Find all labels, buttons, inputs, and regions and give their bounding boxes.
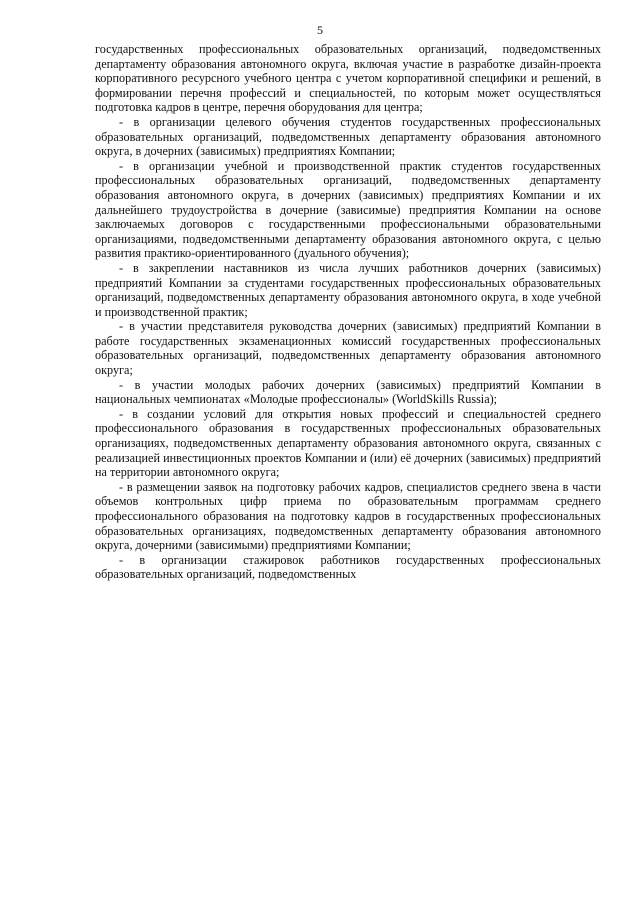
paragraph-internships: - в организации стажировок работников государственных профессиональных образовательных организаций, подведомственных xyxy=(95,552,601,582)
paragraph-mentors: - в закреплении наставников из числа лучших работников дочерних (зависимых) предприятий Компании за студентами государственных профессиональных образовательных организаций, подведомственных департаменту образования автономного округа, в ходе учебной и производственной практик; xyxy=(95,260,601,319)
paragraph-exam-commissions: - в участии представителя руководства дочерних (зависимых) предприятий Компании в работе государственных экзаменационных комиссий государственных профессиональных образовательных организаций, подведомственных департаменту образования автономного округа; xyxy=(95,319,601,378)
paragraph-targeted-training: - в организации целевого обучения студентов государственных профессиональных образовательных организаций, подведомственных департаменту образования автономного округа, в дочерних (зависимых) предприятиях Компании; xyxy=(95,114,601,159)
page-number: 5 xyxy=(317,23,323,37)
paragraph-new-professions: - в создании условий для открытия новых профессий и специальностей среднего профессионального образования в государственных профессиональных образовательных организациях, подведомственных департаменту образования автономного округа, связанных с реализацией инвестиционных проектов Компании и (или) её дочерних (зависимых) предприятий на территории автономного округа; xyxy=(95,406,601,480)
paragraph-practice-organization: - в организации учебной и производственной практик студентов государственных профессиональных образовательных организаций, подведомственных департаменту образования автономного округа, в дочерних (зависимых) предприятиях Компании и их дальнейшего трудоустройства в дочерние (зависимые) предприятия Компании на основе заключаемых договоров с государственными профессиональными образовательными организациями, подведомственными департаменту образования автономного округа, с целью развития практико-ориентированного (дуального обучения); xyxy=(95,158,601,261)
document-body xyxy=(95,42,601,582)
paragraph-training-requests: - в размещении заявок на подготовку рабочих кадров, специалистов среднего звена в части объемов контрольных цифр приема по образовательным программам среднего профессионального образования на подготовку кадров в государственных профессиональных образовательных организациях, подведомственных департаменту образования автономного округа, дочерними (зависимыми) предприятиями Компании; xyxy=(95,479,601,553)
paragraph-continuation: государственных профессиональных образовательных организаций, подведомственных департаменту образования автономного округа, включая участие в разработке дизайн-проекта корпоративного ресурсного учебного центра с учетом корпоративной специфики и решений, в формировании перечня профессий и специальностей, по которым может осуществляться подготовка кадров в центре, перечня оборудования для центра; xyxy=(95,42,601,115)
paragraph-worldskills: - в участии молодых рабочих дочерних (зависимых) предприятий Компании в национальных чемпионатах «Молодые профессионалы» (WorldSkills Russia); xyxy=(95,377,601,407)
